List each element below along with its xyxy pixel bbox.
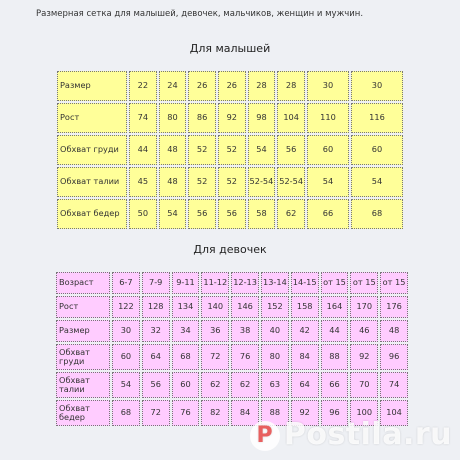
page-intro: Размерная сетка для малышей, девочек, мальчиков, женщин и мужчин.: [36, 9, 364, 19]
table-row: [57, 71, 403, 101]
table-cell: 56: [218, 199, 246, 229]
table-cell: от 15: [350, 272, 378, 294]
table-cell: 88: [321, 344, 349, 370]
table-cell: 96: [380, 344, 408, 370]
table-cell: 42: [291, 320, 319, 342]
girls-title: Для девочек: [193, 243, 267, 256]
table-cell: от 15: [380, 272, 408, 294]
table-cell: 63: [261, 372, 289, 398]
table-cell: 74: [380, 372, 408, 398]
table-cell: 76: [231, 344, 259, 370]
row-label: Обхват груди: [57, 135, 127, 165]
table-row: [56, 372, 408, 398]
table-cell: 44: [321, 320, 349, 342]
row-label: Рост: [56, 296, 110, 318]
table-cell: 72: [201, 344, 229, 370]
table-cell: 66: [307, 199, 349, 229]
table-cell: 54: [307, 167, 349, 197]
table-cell: 44: [129, 135, 157, 165]
row-label: Обхват талии: [57, 167, 127, 197]
watermark-text: Postila.ru: [283, 417, 452, 452]
table-cell: 68: [172, 344, 200, 370]
row-label: Рост: [57, 103, 127, 133]
table-cell: 54: [159, 199, 187, 229]
table-cell: 56: [142, 372, 170, 398]
table-cell: 110: [307, 103, 349, 133]
girls-size-table: [54, 270, 410, 428]
table-cell: 64: [291, 372, 319, 398]
table-cell: 100: [350, 400, 378, 426]
row-label: Обхват талии: [56, 372, 110, 398]
table-cell: 26: [218, 71, 246, 101]
table-cell: 48: [380, 320, 408, 342]
table-cell: 60: [351, 135, 403, 165]
table-cell: 170: [350, 296, 378, 318]
table-cell: 86: [188, 103, 216, 133]
table-cell: 164: [321, 296, 349, 318]
table-cell: 122: [112, 296, 140, 318]
table-cell: 52: [188, 167, 216, 197]
table-cell: 45: [129, 167, 157, 197]
table-cell: 54: [351, 167, 403, 197]
table-row: [57, 135, 403, 165]
postila-watermark: [250, 417, 452, 452]
table-cell: 134: [172, 296, 200, 318]
table-cell: 116: [351, 103, 403, 133]
table-cell: 11-12: [201, 272, 229, 294]
table-cell: 52: [218, 135, 246, 165]
table-cell: 88: [261, 400, 289, 426]
table-cell: 9-11: [172, 272, 200, 294]
table-cell: 13-14: [261, 272, 289, 294]
table-row: [57, 167, 403, 197]
table-cell: 48: [159, 167, 187, 197]
table-cell: 80: [261, 344, 289, 370]
table-cell: 146: [231, 296, 259, 318]
postila-logo-icon: P: [250, 421, 280, 451]
table-cell: 82: [201, 400, 229, 426]
table-row: [57, 199, 403, 229]
table-cell: от 15: [321, 272, 349, 294]
table-cell: 50: [129, 199, 157, 229]
table-cell: 24: [159, 71, 187, 101]
table-cell: 52-54: [248, 167, 276, 197]
table-cell: 32: [142, 320, 170, 342]
table-cell: 72: [142, 400, 170, 426]
table-row: [57, 103, 403, 133]
table-cell: 70: [350, 372, 378, 398]
table-cell: 64: [142, 344, 170, 370]
babies-title: Для малышей: [189, 42, 271, 55]
row-label: Размер: [56, 320, 110, 342]
table-cell: 54: [248, 135, 276, 165]
table-cell: 68: [351, 199, 403, 229]
table-cell: 36: [201, 320, 229, 342]
row-label: Обхват груди: [56, 344, 110, 370]
table-cell: 60: [307, 135, 349, 165]
table-cell: 68: [112, 400, 140, 426]
table-cell: 92: [218, 103, 246, 133]
table-cell: 158: [291, 296, 319, 318]
table-cell: 84: [291, 344, 319, 370]
table-cell: 66: [321, 372, 349, 398]
row-label: Обхват бедер: [56, 400, 110, 426]
table-cell: 98: [248, 103, 276, 133]
table-cell: 28: [277, 71, 305, 101]
table-cell: 104: [380, 400, 408, 426]
table-row: [56, 344, 408, 370]
row-label: Возраст: [56, 272, 110, 294]
row-label: Размер: [57, 71, 127, 101]
table-cell: 96: [321, 400, 349, 426]
table-cell: 6-7: [112, 272, 140, 294]
table-cell: 62: [231, 372, 259, 398]
table-cell: 60: [172, 372, 200, 398]
table-cell: 84: [231, 400, 259, 426]
table-cell: 30: [307, 71, 349, 101]
table-cell: 40: [261, 320, 289, 342]
table-cell: 92: [350, 344, 378, 370]
table-cell: 140: [201, 296, 229, 318]
table-cell: 80: [159, 103, 187, 133]
table-cell: 28: [248, 71, 276, 101]
table-cell: 12-13: [231, 272, 259, 294]
table-cell: 92: [291, 400, 319, 426]
table-cell: 52: [188, 135, 216, 165]
table-cell: 30: [351, 71, 403, 101]
table-cell: 74: [129, 103, 157, 133]
table-cell: 54: [112, 372, 140, 398]
table-row: [56, 272, 408, 294]
table-cell: 38: [231, 320, 259, 342]
table-cell: 62: [277, 199, 305, 229]
table-cell: 52-54: [277, 167, 305, 197]
table-row: [56, 296, 408, 318]
table-cell: 26: [188, 71, 216, 101]
table-row: [56, 320, 408, 342]
table-cell: 46: [350, 320, 378, 342]
table-cell: 76: [172, 400, 200, 426]
table-cell: 30: [112, 320, 140, 342]
table-cell: 58: [248, 199, 276, 229]
table-cell: 48: [159, 135, 187, 165]
table-cell: 176: [380, 296, 408, 318]
babies-size-table: [55, 69, 405, 231]
row-label: Обхват бедер: [57, 199, 127, 229]
table-cell: 14-15: [291, 272, 319, 294]
table-cell: 60: [112, 344, 140, 370]
table-cell: 52: [218, 167, 246, 197]
table-cell: 104: [277, 103, 305, 133]
table-cell: 7-9: [142, 272, 170, 294]
table-cell: 152: [261, 296, 289, 318]
table-cell: 34: [172, 320, 200, 342]
table-cell: 56: [188, 199, 216, 229]
table-cell: 56: [277, 135, 305, 165]
table-cell: 22: [129, 71, 157, 101]
table-cell: 128: [142, 296, 170, 318]
table-cell: 62: [201, 372, 229, 398]
